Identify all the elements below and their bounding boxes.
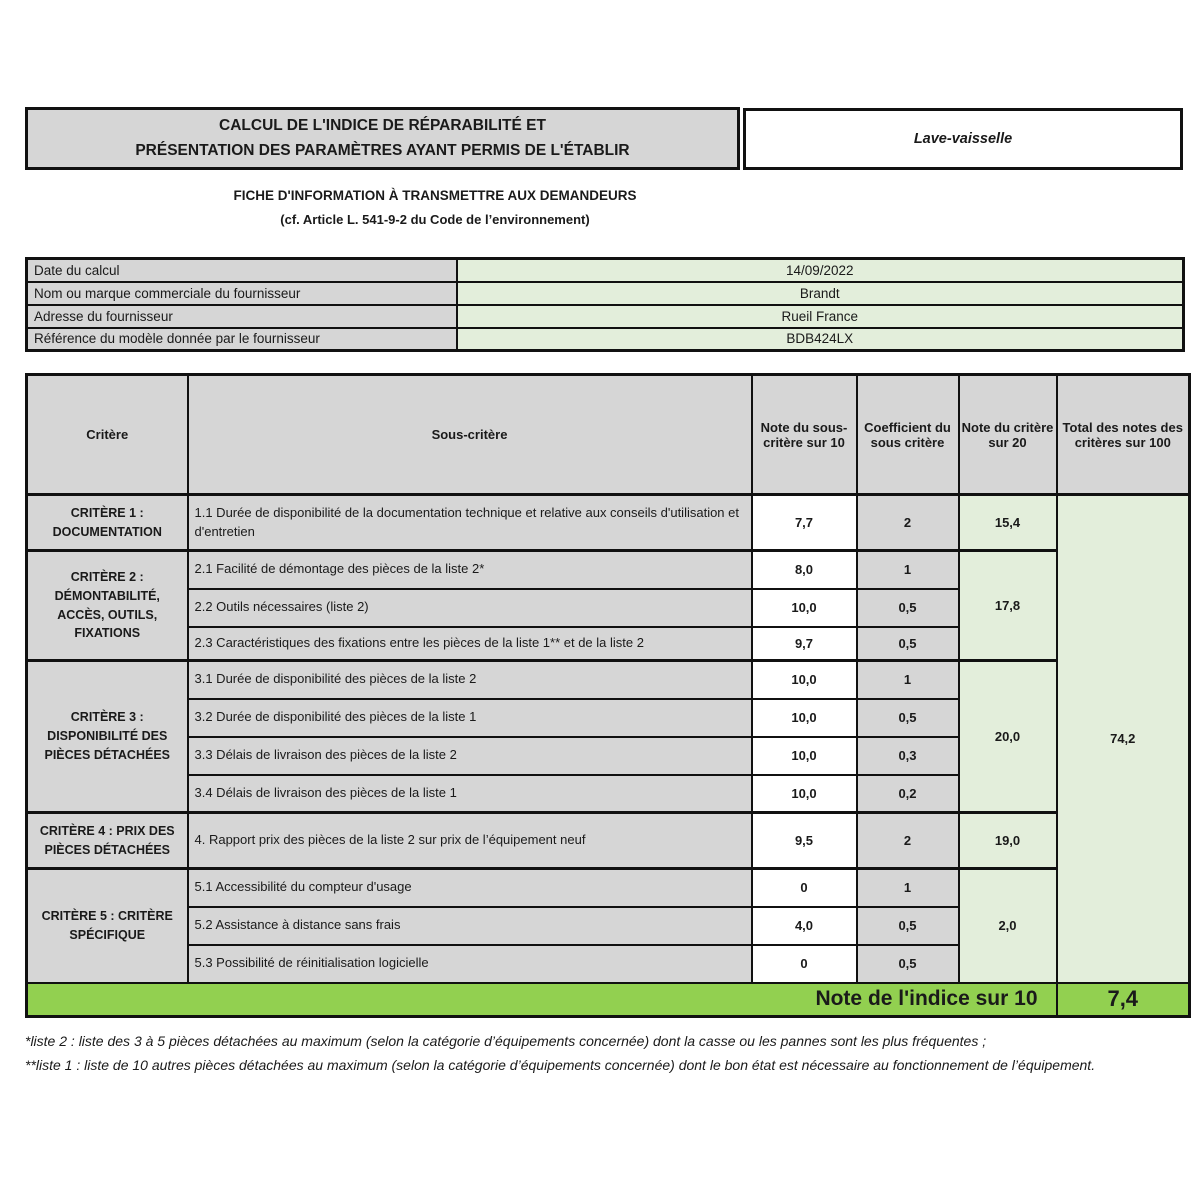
note20-critere-2: 17,8 (959, 551, 1057, 661)
sous-critere-5-2: 5.2 Assistance à distance sans frais (188, 907, 752, 945)
header-critere: Critère (27, 375, 188, 495)
critere-5-name: CRITÈRE 5 : CRITÈRE SPÉCIFIQUE (27, 869, 188, 983)
note-2-2: 10,0 (752, 589, 857, 627)
coeff-5-1: 1 (857, 869, 959, 907)
note20-critere-1: 15,4 (959, 495, 1057, 551)
final-score-value: 7,4 (1057, 983, 1190, 1017)
critere-4-name: CRITÈRE 4 : PRIX DES PIÈCES DÉTACHÉES (27, 813, 188, 869)
sous-critere-3-1: 3.1 Durée de disponibilité des pièces de la liste 2 (188, 661, 752, 699)
final-score-row (27, 983, 1190, 1017)
sous-critere-2-3: 2.3 Caractéristiques des fixations entre les pièces de la liste 1** et de la liste 2 (188, 627, 752, 661)
subheader (25, 188, 845, 227)
critere-1-name: CRITÈRE 1 : DOCUMENTATION (27, 495, 188, 551)
info-row-date (27, 259, 1184, 282)
sous-critere-2-1: 2.1 Facilité de démontage des pièces de la liste 2* (188, 551, 752, 589)
subheader-line2: (cf. Article L. 541-9-2 du Code de l’environnement) (280, 212, 590, 227)
info-value-brand: Brandt (457, 282, 1184, 305)
note-3-2: 10,0 (752, 699, 857, 737)
note-2-1: 8,0 (752, 551, 857, 589)
header-note-sous-critere: Note du sous-critère sur 10 (752, 375, 857, 495)
info-label-address: Adresse du fournisseur (27, 305, 457, 328)
document-title-box (25, 107, 740, 170)
criteria-row (27, 495, 1190, 551)
header-sous-critere: Sous-critère (188, 375, 752, 495)
subheader-line1: FICHE D'INFORMATION À TRANSMETTRE AUX DEMANDEURS (233, 188, 637, 203)
sous-critere-3-2: 3.2 Durée de disponibilité des pièces de la liste 1 (188, 699, 752, 737)
criteria-row (27, 551, 1190, 589)
document-title-line2: PRÉSENTATION DES PARAMÈTRES AYANT PERMIS DE L'ÉTABLIR (135, 141, 630, 159)
critere-3-name: CRITÈRE 3 : DISPONIBILITÉ DES PIÈCES DÉTACHÉES (27, 661, 188, 813)
criteria-row (27, 813, 1190, 869)
note-3-4: 10,0 (752, 775, 857, 813)
note-5-2: 4,0 (752, 907, 857, 945)
info-row-model (27, 328, 1184, 351)
info-value-model: BDB424LX (457, 328, 1184, 351)
coeff-2-2: 0,5 (857, 589, 959, 627)
info-row-address (27, 305, 1184, 328)
note20-critere-4: 19,0 (959, 813, 1057, 869)
coeff-2-3: 0,5 (857, 627, 959, 661)
coeff-2-1: 1 (857, 551, 959, 589)
note-5-1: 0 (752, 869, 857, 907)
total-sur-100: 74,2 (1057, 495, 1190, 983)
criteria-row (27, 869, 1190, 907)
info-row-brand (27, 282, 1184, 305)
sous-critere-5-1: 5.1 Accessibilité du compteur d'usage (188, 869, 752, 907)
header-total-100: Total des notes des critères sur 100 (1057, 375, 1190, 495)
sous-critere-5-3: 5.3 Possibilité de réinitialisation logicielle (188, 945, 752, 983)
header-note-critere-20: Note du critère sur 20 (959, 375, 1057, 495)
product-category-box (743, 108, 1183, 170)
sous-critere-3-4: 3.4 Délais de livraison des pièces de la liste 1 (188, 775, 752, 813)
info-label-brand: Nom ou marque commerciale du fournisseur (27, 282, 457, 305)
note-3-1: 10,0 (752, 661, 857, 699)
sous-critere-1-1: 1.1 Durée de disponibilité de la documentation technique et relative aux conseils d'utilisation et d'entretien (188, 495, 752, 551)
coeff-4: 2 (857, 813, 959, 869)
coeff-3-4: 0,2 (857, 775, 959, 813)
sous-critere-2-2: 2.2 Outils nécessaires (liste 2) (188, 589, 752, 627)
info-value-address: Rueil France (457, 305, 1184, 328)
coeff-5-3: 0,5 (857, 945, 959, 983)
product-category-label: Lave-vaisselle (913, 131, 1013, 147)
document-title-line1: CALCUL DE L'INDICE DE RÉPARABILITÉ ET (219, 117, 546, 135)
note20-critere-5: 2,0 (959, 869, 1057, 983)
coeff-3-1: 1 (857, 661, 959, 699)
coeff-1-1: 2 (857, 495, 959, 551)
header-coefficient: Coefficient du sous critère (857, 375, 959, 495)
critere-2-name: CRITÈRE 2 : DÉMONTABILITÉ, ACCÈS, OUTILS, FIXATIONS (27, 551, 188, 661)
criteria-header-row (27, 375, 1190, 495)
note-3-3: 10,0 (752, 737, 857, 775)
note-5-3: 0 (752, 945, 857, 983)
footnotes (25, 1030, 1170, 1077)
criteria-row (27, 661, 1190, 699)
info-label-model: Référence du modèle donnée par le fournisseur (27, 328, 457, 351)
sous-critere-3-3: 3.3 Délais de livraison des pièces de la liste 2 (188, 737, 752, 775)
final-score-label: Note de l'indice sur 10 (27, 983, 1057, 1017)
info-label-date: Date du calcul (27, 259, 457, 282)
coeff-3-2: 0,5 (857, 699, 959, 737)
supplier-info-table (25, 257, 1185, 352)
sous-critere-4: 4. Rapport prix des pièces de la liste 2 sur prix de l’équipement neuf (188, 813, 752, 869)
note-4: 9,5 (752, 813, 857, 869)
footnote-liste-1: **liste 1 : liste de 10 autres pièces détachées au maximum (selon la catégorie d’équipements concernée) dont le bon état est nécessaire au fonctionnement de l’équipement. (25, 1057, 1096, 1074)
note-2-3: 9,7 (752, 627, 857, 661)
coeff-3-3: 0,3 (857, 737, 959, 775)
info-value-date: 14/09/2022 (457, 259, 1184, 282)
footnote-liste-2: *liste 2 : liste des 3 à 5 pièces détachées au maximum (selon la catégorie d’équipements concernée) dont la casse ou les pannes sont les plus fréquentes ; (25, 1033, 987, 1049)
note20-critere-3: 20,0 (959, 661, 1057, 813)
coeff-5-2: 0,5 (857, 907, 959, 945)
note-1-1: 7,7 (752, 495, 857, 551)
criteria-table (25, 373, 1191, 1018)
